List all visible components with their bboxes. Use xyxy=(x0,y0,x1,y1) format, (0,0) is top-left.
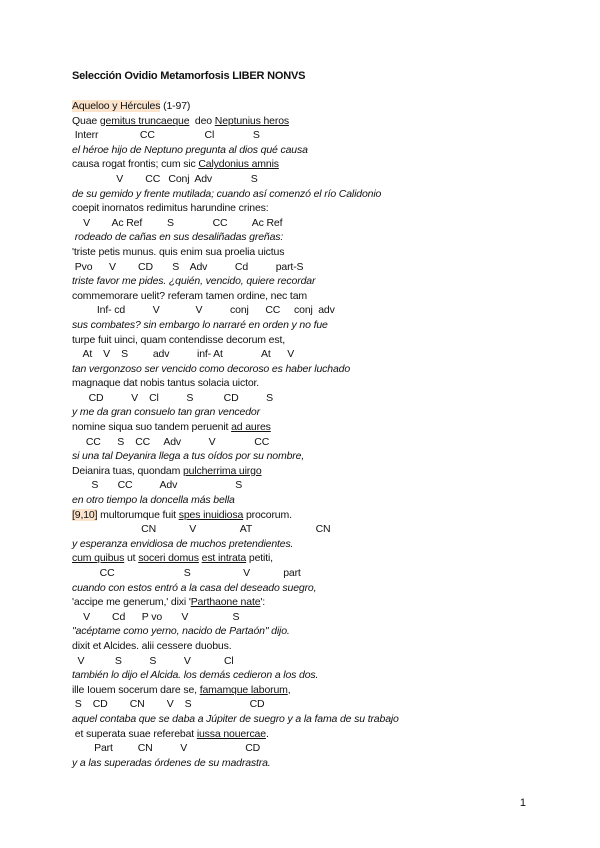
text-segment: si una tal Deyanira llega a tus oídos por su nombre, xyxy=(72,450,305,463)
text-line xyxy=(72,216,542,231)
text-line xyxy=(72,610,542,625)
translation-line xyxy=(72,143,542,158)
text-line xyxy=(72,435,542,450)
text-line xyxy=(72,347,542,362)
page-number: 1 xyxy=(519,797,526,809)
text-line xyxy=(72,245,542,260)
text-segment: y a las superadas órdenes de su madrastra. xyxy=(72,756,271,769)
text-segment: tan vergonzoso ser vencido como decoroso es haber luchado xyxy=(72,362,351,375)
translation-line xyxy=(72,187,542,202)
text-segment: CD V Cl S CD S xyxy=(72,391,274,404)
underlined-phrase: est intrata xyxy=(201,552,247,565)
underlined-phrase: pulcherrima uirgo xyxy=(182,464,262,477)
text-segment: CC S CC Adv V CC xyxy=(72,435,270,448)
text-line xyxy=(72,727,542,742)
translation-line xyxy=(72,624,542,639)
text-segment: CC S V part xyxy=(72,567,301,579)
text-segment: rodeado de cañas en sus desaliñadas greñas: xyxy=(72,231,284,244)
text-segment: causa rogat frontis; cum sic xyxy=(72,158,199,171)
text-segment: también lo dijo el Alcida. los demás cedieron a los dos. xyxy=(72,669,319,682)
text-line xyxy=(72,683,542,698)
text-segment: ut xyxy=(124,552,139,565)
text-line xyxy=(72,303,542,318)
text-segment: 'triste petis munus. quis enim sua proelia uictus xyxy=(72,245,285,258)
text-segment: en otro tiempo la doncella más bella xyxy=(72,494,235,507)
text-line xyxy=(72,420,542,435)
text-line xyxy=(72,172,542,187)
text-segment: Quae xyxy=(72,114,100,127)
text-segment: ille Iouem socerum dare se, xyxy=(72,683,200,696)
highlighted-reference: [9,10] xyxy=(72,508,98,521)
text-segment: nomine siqua suo tandem peruenit xyxy=(72,421,232,434)
translation-line xyxy=(72,405,542,420)
text-line xyxy=(72,201,542,216)
text-segment: CN V AT CN xyxy=(72,523,331,536)
text-segment: . xyxy=(265,727,269,740)
verse-lines xyxy=(72,114,542,771)
underlined-phrase: Calydonius amnis xyxy=(198,158,279,171)
text-line xyxy=(72,157,542,172)
underlined-phrase: gemitus truncaeque xyxy=(99,114,190,127)
document-page xyxy=(72,64,542,770)
text-segment: procorum. xyxy=(243,508,292,521)
text-segment: aquel contaba que se daba a Júpiter de suegro y a la fama de su trabajo xyxy=(72,712,399,725)
text-segment: Inf- cd V V conj CC conj adv xyxy=(72,304,335,317)
text-line xyxy=(72,522,542,537)
text-segment: Interr CC Cl S xyxy=(72,129,260,142)
text-line xyxy=(72,741,542,756)
text-line xyxy=(72,478,542,493)
text-segment: V Cd P vo V S xyxy=(72,610,240,623)
translation-line xyxy=(72,449,542,464)
text-line xyxy=(72,376,542,391)
text-segment: deo xyxy=(189,114,215,127)
section-heading-line xyxy=(72,99,542,114)
text-segment: y esperanza envidiosa de muchos pretendientes. xyxy=(72,537,294,550)
text-segment: commemorare uelit? referam tamen ordine, nec tam xyxy=(72,289,307,302)
translation-line xyxy=(72,230,542,245)
text-line xyxy=(72,114,542,129)
text-line xyxy=(72,508,542,523)
text-segment: Pvo V CD S Adv Cd part-S xyxy=(72,260,304,273)
text-line xyxy=(72,566,542,581)
text-line xyxy=(72,697,542,712)
translation-line xyxy=(72,537,542,552)
text-segment: multorumque fuit xyxy=(97,508,179,521)
text-segment: turpe fuit uinci, quam contendisse decorum est, xyxy=(72,333,285,346)
translation-line xyxy=(72,493,542,508)
text-line xyxy=(72,639,542,654)
text-segment: "acéptame como yerno, nacido de Partaón" dijo. xyxy=(72,625,290,638)
text-segment: At V S adv inf- At At V xyxy=(72,348,295,361)
section-range: (1-97) xyxy=(160,100,191,112)
underlined-phrase: Parthaone nate xyxy=(190,596,261,609)
translation-line xyxy=(72,668,542,683)
translation-line xyxy=(72,581,542,596)
text-segment: Part CN V CD xyxy=(72,742,261,755)
text-line xyxy=(72,333,542,348)
text-segment: et superata suae referebat xyxy=(72,727,197,740)
text-segment: magnaque dat nobis tantus solacia uictor. xyxy=(72,377,260,390)
text-segment: dixit et Alcides. alii cessere duobus. xyxy=(72,639,232,652)
underlined-phrase: cum quibus xyxy=(72,552,125,565)
text-line xyxy=(72,128,542,143)
text-segment: V CC Conj Adv S xyxy=(72,172,258,185)
text-segment: 'accipe me generum,' dixi ' xyxy=(72,596,191,609)
text-line xyxy=(72,289,542,304)
translation-line xyxy=(72,362,542,377)
translation-line xyxy=(72,318,542,333)
text-line xyxy=(72,464,542,479)
text-line xyxy=(72,260,542,275)
text-segment: y me da gran consuelo tan gran vencedor xyxy=(72,406,260,419)
translation-line xyxy=(72,274,542,289)
text-segment: de su gemido y frente mutilada; cuando así comenzó el río Calidonio xyxy=(72,187,382,200)
text-segment: ': xyxy=(260,596,266,609)
text-segment: petiti, xyxy=(246,552,273,565)
text-segment: S CC Adv S xyxy=(72,479,243,492)
underlined-phrase: soceri domus xyxy=(138,552,199,565)
section-heading: Aqueloo y Hércules xyxy=(72,100,161,112)
text-segment: S CD CN V S CD xyxy=(72,698,265,711)
text-segment: sus combates? sin embargo lo narraré en orden y no fue xyxy=(72,318,328,331)
underlined-phrase: iussa nouercae xyxy=(196,727,266,740)
text-segment: , xyxy=(287,683,291,696)
text-segment: el héroe hijo de Neptuno pregunta al dios qué causa xyxy=(72,143,308,156)
text-segment: cuando con estos entró a la casa del deseado suegro, xyxy=(72,581,317,594)
text-segment: Deianira tuas, quondam xyxy=(72,464,183,477)
underlined-phrase: famamque laborum xyxy=(199,683,288,696)
text-segment: V Ac Ref S CC Ac Ref xyxy=(72,216,283,229)
underlined-phrase: spes inuidiosa xyxy=(178,508,244,521)
text-segment: coepit inornatos redimitus harundine crines: xyxy=(72,202,269,215)
underlined-phrase: ad aures xyxy=(231,421,271,434)
text-line xyxy=(72,654,542,669)
text-segment: triste favor me pides. ¿quién, vencido, quiere recordar xyxy=(72,275,316,288)
text-segment: V S S V Cl xyxy=(72,654,234,667)
translation-line xyxy=(72,712,542,727)
text-line xyxy=(72,595,542,610)
document-title: Selección Ovidio Metamorfosis LIBER NONVS xyxy=(72,70,306,82)
text-line xyxy=(72,391,542,406)
translation-line xyxy=(72,756,542,771)
underlined-phrase: Neptunius heros xyxy=(214,114,289,127)
text-line xyxy=(72,551,542,566)
